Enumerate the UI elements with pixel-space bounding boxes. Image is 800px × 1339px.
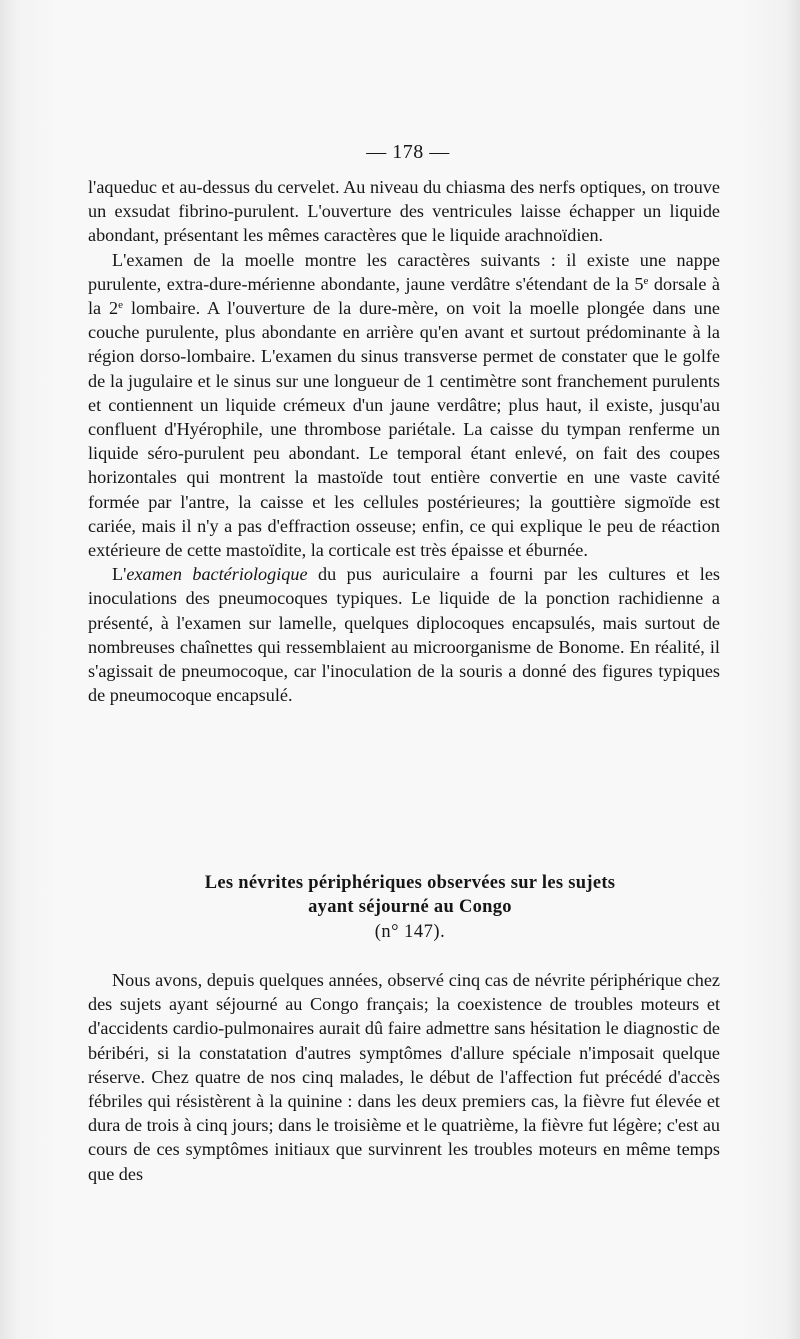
italic-term: examen bactériologique xyxy=(126,564,308,585)
paragraph-spinal-cord-text: lombaire. A l'ouverture de la dure-mère, on voit la moelle plongée dans une couche purulente, plus abondante en arrière qu'en avant et surtout prédominante à la région dorso-lombaire. L'examen du sinus transverse permet de constater que le golfe de la jugulaire et le sinus sur une longueur de 1 centimètre sont franchement purulents et contiennent un liquide crémeux d'un jaune verdâtre; plus haut, il existe, jusqu'au confluent d'Hyérophile, une thrombose pariétale. La caisse du tympan renferme un liquide séro-purulent peu abondant. Le temporal étant enlevé, on fait des coupes horizontales qui montrent la mastoïde tout entière convertie en une vaste cavité formée par l'antre, la caisse et les cellules postérieures; la gouttière sigmoïde est cariée, mais il n'y a pas d'effraction osseuse; enfin, ce qui explique le peu de réaction extérieure de cette mastoïdite, la corticale est très épaisse et éburnée. xyxy=(88,298,720,561)
paragraph-ventricles: l'aqueduc et au-dessus du cervelet. Au niveau du chiasma des nerfs optiques, on trouve un exsudat fibrino-purulent. L'ouverture des ventricules laisse échapper un liquide abondant, présentant les mêmes caractères que le liquide arachnoïdien. xyxy=(88,177,720,246)
section-title-line-2: ayant séjourné au Congo xyxy=(308,897,512,917)
case-report-body xyxy=(88,175,720,707)
superscript: e xyxy=(643,274,649,287)
section-title-line-1: Les névrites périphériques observées sur les sujets xyxy=(204,873,616,893)
paragraph-spinal-cord-text: dorsale à la 2 xyxy=(88,273,721,319)
paragraph-bacteriology-lead: L' xyxy=(112,564,127,585)
paragraph-spinal-cord-text: L'examen de la moelle montre les caractères suivants : il existe une nappe purulente, extra-dure-mérienne abondante, jaune verdâtre s'étendant de la 5 xyxy=(88,249,720,294)
superscript: e xyxy=(118,299,124,312)
paragraph-spinal-cord xyxy=(88,248,720,563)
section-heading xyxy=(0,871,800,945)
section-body xyxy=(88,968,720,1186)
paragraph-bacteriology xyxy=(88,562,720,707)
paragraph-bacteriology-text: du pus auriculaire a fourni par les cultures et les inoculations des pneumocoques typiques. Le liquide de la ponction rachidienne a présenté, à l'examen sur lamelle, quelques diplocoques encapsulés, mais surtout de nombreuses chaînettes qui ressemblaient au microorganisme de Bonome. En réalité, il s'agissait de pneumocoque, car l'inoculation de la souris a donné des figures typiques de pneumocoque encapsulé. xyxy=(88,564,720,706)
paragraph-neuritis: Nous avons, depuis quelques années, observé cinq cas de névrite périphérique chez des sujets ayant séjourné au Congo français; la coexistence de troubles moteurs et d'accidents cardio-pulmonaires aurait dû faire admettre sans hésitation le diagnostic de béribéri, si la constatation d'autres symptômes d'allure spéciale n'imposait quelque réserve. Chez quatre de nos cinq malades, le début de l'affection fut précédé d'accès fébriles qui résistèrent à la quinine : dans les deux premiers cas, la fièvre fut élevée et dura de trois à cinq jours; dans le troisième et le quatrième, la fièvre fut légère; c'est au cours de ces symptômes initiaux que survinrent les troubles moteurs en même temps que des xyxy=(88,970,720,1184)
section-reference-number: (n° 147). xyxy=(374,922,446,942)
page-number: — 178 — xyxy=(366,141,450,163)
